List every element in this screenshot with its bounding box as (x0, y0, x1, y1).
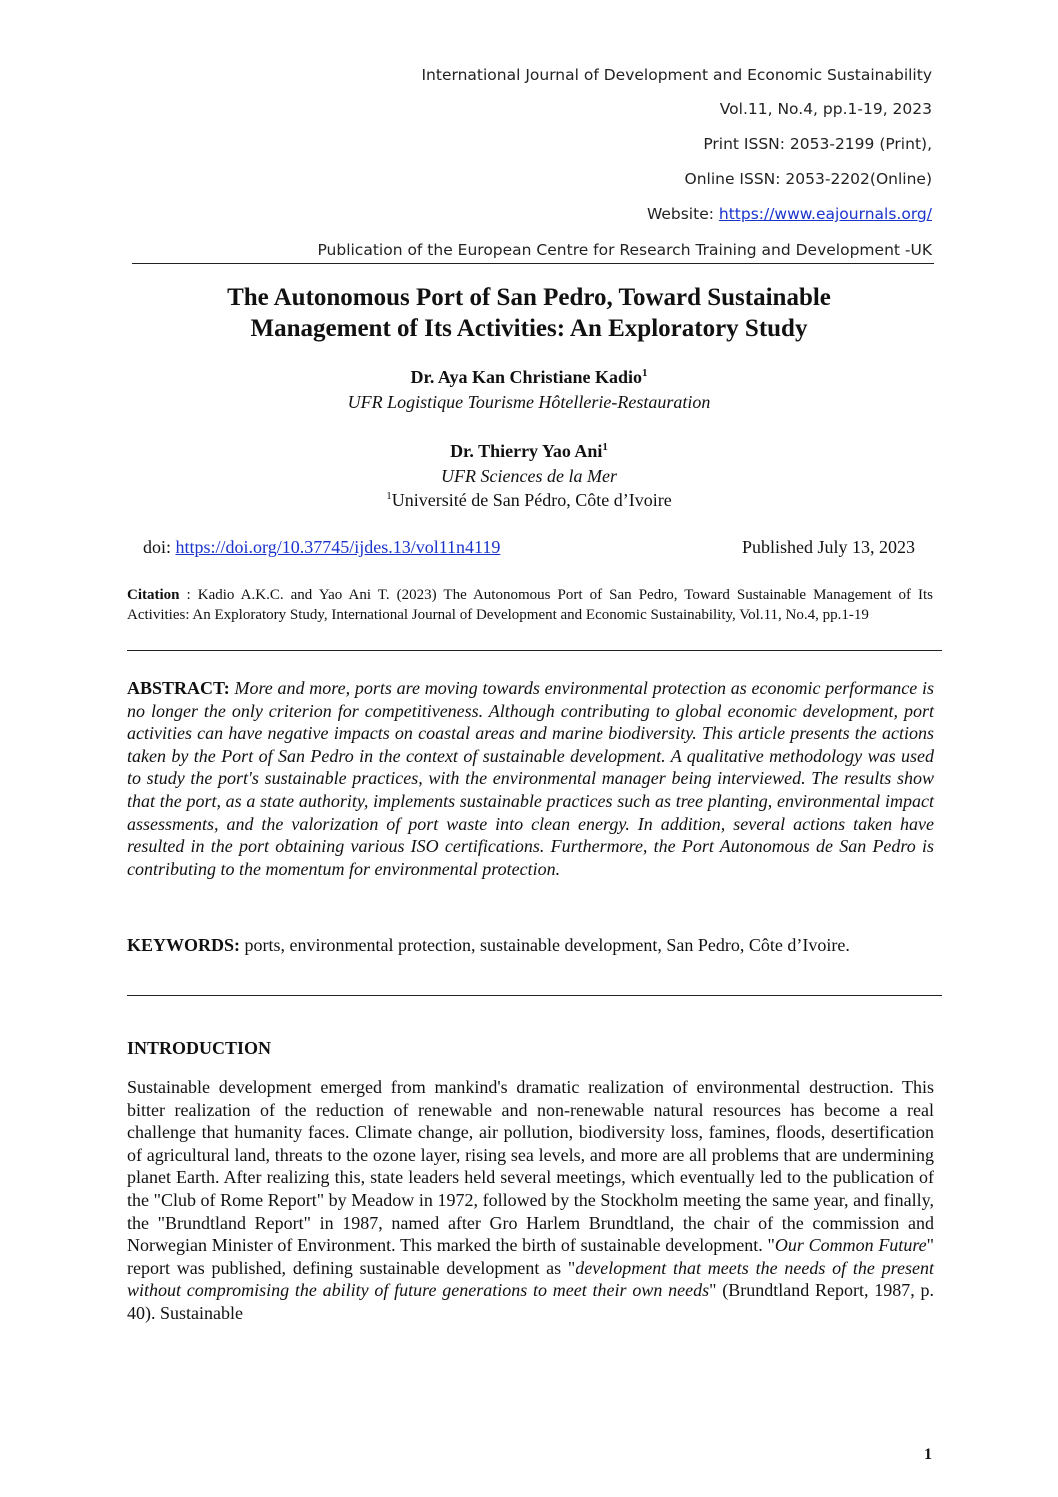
citation-text: : Kadio A.K.C. and Yao Ani T. (2023) The Autonomous Port of San Pedro, Toward Sustainable Management of Its Activities: An Exploratory Study, International Journal of Development and Economic Sustainability, Vol.11, No.4, pp.1-19 (127, 587, 933, 623)
doi-line (143, 537, 915, 558)
doi-label: doi: (143, 537, 176, 557)
keywords-label: KEYWORDS: (127, 935, 241, 955)
paper-title (100, 282, 958, 344)
author-2-name (100, 441, 958, 462)
title-line-1: The Autonomous Port of San Pedro, Toward Sustainable (227, 284, 831, 311)
keywords-divider (127, 995, 942, 996)
author-2-name-text: Dr. Thierry Yao Ani (450, 441, 603, 461)
author-2-sup: 1 (602, 441, 608, 453)
keywords-text: ports, environmental protection, sustainable development, San Pedro, Côte d’Ivoire. (240, 935, 850, 955)
citation (127, 585, 933, 625)
author-2-affiliation: UFR Sciences de la Mer (441, 466, 617, 486)
header-divider (132, 263, 934, 264)
print-issn: Print ISSN: 2053-2199 (Print), (703, 135, 932, 153)
intro-text-3: " (Brundtland Report, 1987, p. 40). Sustainable (127, 1280, 935, 1323)
volume-info: Vol.11, No.4, pp.1-19, 2023 (719, 100, 932, 118)
author-1-sup: 1 (642, 367, 648, 379)
introduction-paragraph (127, 1076, 934, 1325)
author-1-affiliation: UFR Logistique Tourisme Hôtellerie-Restauration (347, 392, 711, 412)
page-number: 1 (924, 1446, 932, 1463)
institution (100, 490, 958, 511)
abstract-text: More and more, ports are moving towards environmental protection as economic performance is no longer the only criterion for competitiveness. Although contributing to global economic development, port activities can have negative impacts on coastal areas and marine biodiversity. This article presents the actions taken by the Port of San Pedro in the context of sustainable development. A qualitative methodology was used to study the port's sustainable practices, with the environmental manager being interviewed. The results show that the port, as a state authority, implements sustainable practices such as tree planting, environmental impact assessments, and the valorization of port waste into clean energy. In addition, several actions taken have resulted in the port obtaining various ISO certifications. Furthermore, the Port Autonomous de San Pedro is contributing to the momentum for environmental protection. (127, 678, 934, 879)
citation-label: Citation (127, 587, 180, 603)
website-link[interactable]: https://www.eajournals.org/ (718, 205, 932, 223)
publisher-line: Publication of the European Centre for Research Training and Development -UK (317, 241, 932, 259)
institution-sup: 1 (386, 490, 392, 502)
institution-name: Université de San Pédro, Côte d’Ivoire (391, 490, 672, 510)
introduction-heading: INTRODUCTION (127, 1038, 272, 1058)
abstract (127, 677, 934, 880)
doi-link[interactable]: https://doi.org/10.37745/ijdes.13/vol11n4119 (175, 537, 501, 557)
website-label: Website: (646, 205, 719, 223)
intro-text-2: " report was published, defining sustainable development as " (127, 1235, 934, 1278)
keywords (127, 934, 934, 957)
author-1-name-text: Dr. Aya Kan Christiane Kadio (410, 367, 643, 387)
online-issn: Online ISSN: 2053-2202(Online) (684, 170, 932, 188)
published-date: Published July 13, 2023 (741, 537, 915, 557)
citation-divider (127, 650, 942, 651)
title-line-2: Management of Its Activities: An Exploratory Study (250, 315, 808, 342)
abstract-label: ABSTRACT: (127, 678, 230, 698)
website-line (647, 205, 932, 223)
journal-name: International Journal of Development and Economic Sustainability (421, 66, 932, 84)
intro-italic-1: Our Common Future (774, 1235, 927, 1256)
author-1-name (100, 367, 958, 388)
intro-italic-2: development that meets the needs of the present without compromising the ability of future generations to meet their own needs (127, 1257, 935, 1301)
intro-text-1: Sustainable development emerged from mankind's dramatic realization of environmental destruction. This bitter realization of the reduction of renewable and non-renewable natural resources has become a real challenge that humanity faces. Climate change, air pollution, biodiversity loss, famines, floods, desertification of agricultural land, threats to the ozone layer, rising sea levels, and more are all problems that are undermining planet Earth. After realizing this, state leaders held several meetings, which eventually led to the publication of the "Club of Rome Report" by Meadow in 1972, followed by the Stockholm meeting the same year, and finally, the "Brundtland Report" in 1987, named after Gro Harlem Brundtland, the chair of the commission and Norwegian Minister of Environment. This marked the birth of sustainable development. " (127, 1077, 934, 1256)
